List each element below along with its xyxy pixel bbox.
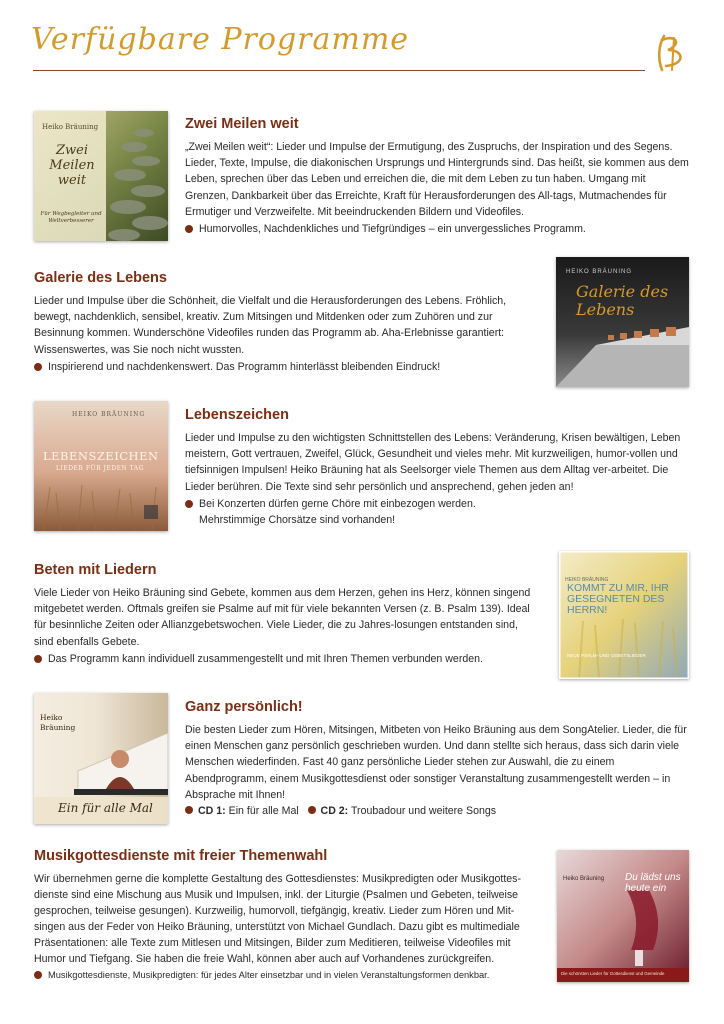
- program-description: Die besten Lieder zum Hören, Mitsingen, Mitbeten von Heiko Bräuning aus dem SongAtelier. Lieder, die für einen Menschen ganz persönlich geschrieben wurden. Und dann stellte sich heraus, dass sich darin viele Menschen wiederfinden. Fast 40 ganz persönliche Lieder stehen zur Auswahl, die zu einem Abendprogramm, einem Musikgottesdienst oder sonstiger Veranstaltung zusammengestellt werden – in Absprache mit Ihnen!: [185, 724, 687, 801]
- program-zwei-meilen-weit: [185, 116, 691, 237]
- program-description: „Zwei Meilen weit“: Lieder und Impulse der Ermutigung, des Zuspruchs, der Inspiration und des Segens. Lieder, Texte, Impulse, die diakonischen Ursprungs und Hintergrunds sind. Das heißt, sie kommen aus dem Leben, sprechen über das Leben und erreichen die, die mit dem Leben zu tun haben. Umgang mit Grenzen, Dankbarkeit über das Erreichte, Kraft für Herausforderungen des All-tags, Mutmachendes für Ermutiger und Verzweifelte. Mit beeindruckenden Bildern und Videofiles.: [185, 141, 689, 218]
- bullet-dot-icon: [34, 971, 42, 979]
- cd-cover-lebenszeichen: [34, 401, 168, 531]
- bullet-dot-icon: [185, 225, 193, 233]
- program-title: Ganz persönlich!: [185, 699, 303, 715]
- cover-subtitle: LIEDER FÜR JEDEN TAG: [56, 465, 144, 472]
- program-title: Musikgottesdienste mit freier Themenwahl: [34, 848, 328, 864]
- program-title: Beten mit Liedern: [34, 562, 157, 578]
- bullet-dot-icon: [34, 655, 42, 663]
- program-bullet: Musikgottesdienste, Musikpredigten: für jedes Alter einsetzbar und in vielen Veranstaltungsformen denkbar.: [34, 968, 544, 982]
- cover-author: HEIKO BRÄUNING: [72, 411, 146, 418]
- cover-subtitle: Für Wegbegleiter und Weltverbesserer: [40, 211, 102, 224]
- cd-cover-kommt-zu-mir: [559, 551, 689, 679]
- cover-title: Zwei Meilen weit: [49, 143, 95, 188]
- program-title: Zwei Meilen weit: [185, 116, 299, 132]
- program-galerie-des-lebens: [34, 270, 544, 375]
- program-description: Wir übernehmen gerne die komplette Gestaltung des Gottesdienstes: Musikpredigten oder Musikgottes-dienste sind eine Mischung aus Musik und Impulsen, inkl. der Liturgie (Psalmen und Gebeten, teilweise gesprochen, teilweise gesungen). Kurzweilig, humorvoll, tiefgängig, kreativ. Lieder zum Hören und Mit-singen aus der Feder von Heiko Bräuning, unterstützt von Michael Gundlach. Dazu gibt es multimediale Präsentationen: alle Texte zum Mitlesen und Mitsingen, Bilder zum Meditieren, teilweise Videofiles mit Humor und Tiefgang. Sie haben die freie Wahl, können aber auch auf Vorhandenes zurückgreifen.: [34, 873, 521, 965]
- program-bullet: Bei Konzerten dürfen gerne Chöre mit einbezogen werden. Mehrstimmige Chorsätze sind vorhanden!: [185, 496, 529, 528]
- bullet-dot-icon: [308, 806, 316, 814]
- cd-title: Ein für alle Mal: [228, 805, 299, 818]
- program-description: Viele Lieder von Heiko Bräuning sind Gebete, kommen aus dem Herzen, gehen ins Herz, können singend mitgebetet werden. Oftmals greifen sie Psalme auf mit für viele bekannten Versen (z. B. Psalm 139). Ideal für besinnliche Zeiten oder Allianzgebetswochen. Viele Lieder, die zu Jahres-losungen entstanden sind, sind ebenfalls Gebete.: [34, 587, 531, 648]
- cover-author: Heiko Bräuning: [563, 876, 605, 882]
- program-title: Lebenszeichen: [185, 407, 289, 423]
- cd-title: Troubadour und weitere Songs: [350, 805, 497, 818]
- cd-label: CD 2:: [320, 805, 349, 818]
- cover-title: Ein für alle Mal: [58, 801, 153, 815]
- program-musikgottesdienste: [34, 848, 544, 982]
- title-divider: [33, 70, 645, 71]
- cd-list: [185, 803, 695, 819]
- page-title: Verfügbare Programme: [31, 22, 410, 57]
- cover-author: HEIKO BRÄUNING: [565, 577, 609, 583]
- bullet-dot-icon: [185, 806, 193, 814]
- program-ganz-persoenlich: [185, 699, 695, 819]
- hb-monogram-icon: [650, 32, 692, 74]
- cd-cover-du-laedst-uns-heute-ein: [557, 850, 689, 982]
- cd-label: CD 1:: [198, 805, 226, 818]
- program-lebenszeichen: [185, 407, 691, 528]
- cover-title: Du lädst uns heute ein: [625, 872, 681, 894]
- cover-author: Heiko Bräuning: [40, 713, 76, 732]
- program-title: Galerie des Lebens: [34, 270, 167, 286]
- cover-author: Heiko Bräuning: [42, 123, 99, 131]
- program-description: Lieder und Impulse über die Schönheit, die Vielfalt und die Herausforderungen des Lebens. Fröhlich, bewegt, nachdenklich, sensibel, kreativ. Zum Mitsingen und Mitdenken oder zum Zuhören und zur Besinnung kommen. Wunderschöne Videofiles runden das Programm ab. Aha-Erlebnisse garantiert: Wissenswertes, was Sie noch nicht wussten.: [34, 295, 507, 356]
- cover-subtitle: Die schönsten Lieder für Gottesdienst und Gemeinde: [561, 971, 665, 976]
- cover-title: Galerie des Lebens: [576, 282, 669, 319]
- cover-title: KOMMT ZU MIR, IHR GESEGNETEN DES HERRN!: [567, 582, 669, 616]
- cover-title: LEBENSZEICHEN: [43, 449, 159, 463]
- program-bullet: Inspirierend und nachdenkenswert. Das Programm hinterlässt bleibenden Eindruck!: [34, 359, 544, 375]
- program-description: Lieder und Impulse zu den wichtigsten Schnittstellen des Lebens: Veränderung, Krisen bewältigen, Leben meistern, Gott vertrauen, Zweifel, Glück, Gesundheit und vieles mehr. Mit kurzweiligen, humor-vollen und tiefsinnigen Impulsen! Heiko Bräuning hat als Seelsorger viele Themen aus dem Alltag ver-arbeitet. Die Lieder berühren. Die Texte sind sehr persönlich und ansprechend, gehen jeden an!: [185, 432, 681, 493]
- cover-subtitle: NEUE PSALM- UND GEBETSLIEDER: [567, 653, 646, 658]
- cd-cover-zwei-meilen-weit: [34, 111, 168, 241]
- cover-author: HEIKO BRÄUNING: [566, 269, 633, 275]
- cd-cover-ein-fuer-alle-mal: [34, 693, 168, 824]
- program-bullet: Das Programm kann individuell zusammengestellt und mit Ihren Themen verbunden werden.: [34, 651, 538, 667]
- cd-cover-galerie-des-lebens: [556, 257, 689, 387]
- program-bullet: Humorvolles, Nachdenkliches und Tiefgründiges – ein unvergessliches Programm.: [185, 221, 691, 237]
- bullet-dot-icon: [185, 500, 193, 508]
- program-beten-mit-liedern: [34, 562, 538, 667]
- bullet-dot-icon: [34, 363, 42, 371]
